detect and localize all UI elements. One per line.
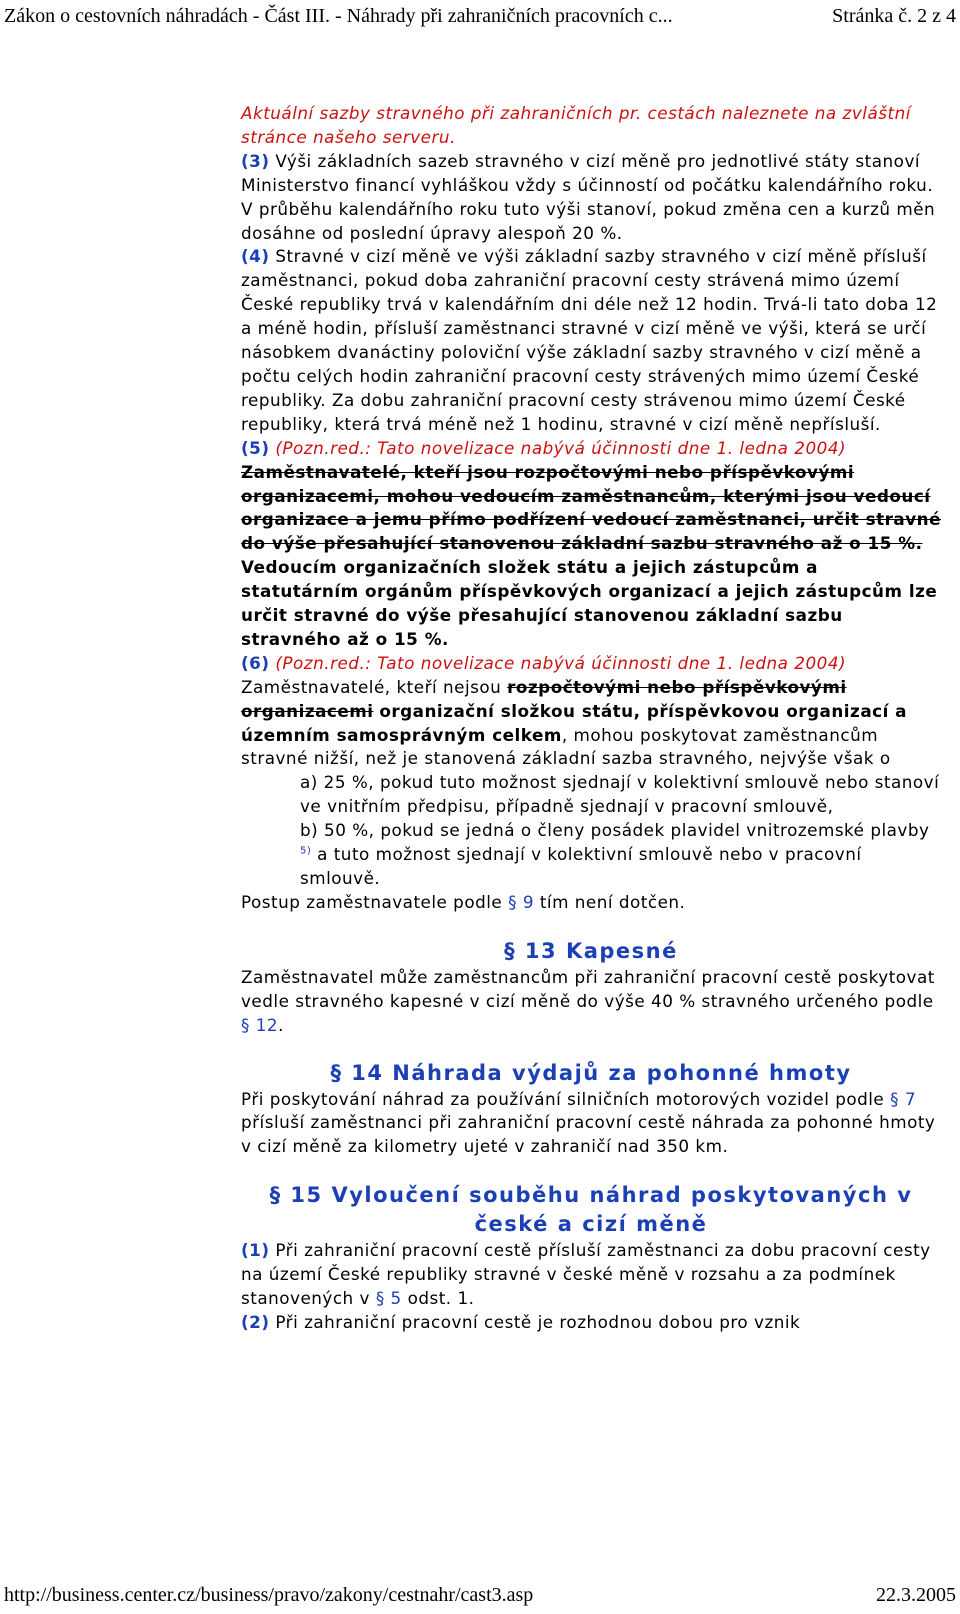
closing-text-end: tím není dotčen. bbox=[539, 891, 686, 912]
print-date: 22.3.2005 bbox=[876, 1584, 956, 1606]
closing-line bbox=[241, 891, 941, 915]
paragraph-number: (5) bbox=[241, 437, 270, 458]
item-b-text-cont: a tuto možnost sjednají v kolektivní smlouvě nebo v pracovní smlouvě. bbox=[300, 844, 862, 888]
section-5-link[interactable]: § 5 bbox=[375, 1288, 402, 1309]
source-url[interactable]: http://business.center.cz/business/pravo/zakony/cestnahr/cast3.asp bbox=[4, 1584, 534, 1606]
page-number: Stránka č. 2 z 4 bbox=[832, 5, 956, 27]
section-14-text bbox=[241, 1088, 941, 1160]
paragraph-text: Výši základních sazeb stravného v cizí měně pro jednotlivé státy stanoví Ministerstvo financí vyhláškou vždy s účinností od počátku kalendářního roku. V průběhu kalendářního roku tuto výši stanoví, pokud změna cen a kurzů měn dosáhne od poslední úpravy alespoň 20 %. bbox=[241, 150, 936, 243]
editor-note: (Pozn.red.: Tato novelizace nabývá účinnosti dne 1. ledna 2004) bbox=[275, 437, 847, 458]
amended-text: organizační složkou státu, příspěvkovou organizací a územním samosprávným celkem bbox=[241, 700, 908, 745]
footnote-ref-link[interactable]: 5) bbox=[300, 845, 312, 857]
section-9-link[interactable]: § 9 bbox=[508, 891, 534, 912]
list-item-a: a) 25 %, pokud tuto možnost sjednají v kolektivní smlouvě nebo stanoví ve vnitřním předpisu, případně sjednají v pracovní smlouvě, bbox=[300, 772, 940, 817]
sec14-text: Při poskytování náhrad za používání silničních motorových vozidel podle bbox=[241, 1088, 885, 1109]
list-item-b bbox=[300, 819, 941, 891]
section-7-link[interactable]: § 7 bbox=[890, 1088, 917, 1109]
section-15-paragraph-2 bbox=[241, 1311, 941, 1335]
editor-note: (Pozn.red.: Tato novelizace nabývá účinnosti dne 1. ledna 2004) bbox=[275, 652, 847, 673]
paragraph-number: (4) bbox=[241, 246, 270, 267]
section-13-text bbox=[241, 966, 941, 1038]
sec13-text-end: . bbox=[278, 1014, 284, 1035]
sec15-p2-text: Při zahraniční pracovní cestě je rozhodnou dobou pro vznik bbox=[275, 1311, 801, 1332]
paragraph-number: (2) bbox=[241, 1311, 270, 1332]
document-title: Zákon o cestovních náhradách - Část III. - Náhrady při zahraničních pracovních c... bbox=[4, 5, 673, 27]
paragraph-3 bbox=[241, 150, 941, 246]
paragraph-number: (6) bbox=[241, 652, 270, 673]
section-12-link[interactable]: § 12 bbox=[241, 1014, 279, 1035]
page-header bbox=[0, 2, 960, 32]
deleted-text: rozpočtovými nebo příspěvkovými organizacemi bbox=[241, 676, 847, 721]
paragraph-6-text bbox=[241, 676, 941, 772]
rates-notice-link[interactable]: Aktuální sazby stravného při zahraničních pr. cestách naleznete na zvláštní stránce našeho serveru. bbox=[241, 103, 911, 147]
page-footer bbox=[0, 1582, 960, 1614]
sec15-p1-text-end: odst. 1. bbox=[407, 1288, 475, 1309]
item-b-text: b) 50 %, pokud se jedná o členy posádek plavidel vnitrozemské plavby bbox=[300, 820, 930, 841]
section-13-heading: § 13 Kapesné bbox=[504, 938, 678, 963]
paragraph-5-header bbox=[241, 437, 941, 461]
closing-text: Postup zaměstnavatele podle bbox=[241, 891, 503, 912]
paragraph-4 bbox=[241, 245, 941, 436]
document-body bbox=[241, 102, 941, 1335]
amended-text: Vedoucím organizačních složek státu a jejich zástupcům a statutárním orgánům příspěvkových organizací a jejich zástupcům lze určit stravné do výše přesahující stanovenou základní sazbu stravného až o 15 %. bbox=[241, 557, 938, 649]
section-15-heading: § 15 Vyloučení souběhu náhrad poskytovaných v české a cizí měně bbox=[269, 1183, 913, 1237]
paragraph-6-header bbox=[241, 652, 941, 676]
paragraph-number: (1) bbox=[241, 1240, 270, 1261]
section-14-heading: § 14 Náhrada výdajů za pohonné hmoty bbox=[330, 1060, 852, 1085]
deleted-text: Zaměstnavatelé, kteří jsou rozpočtovými nebo příspěvkovými organizacemi, mohou vedoucím zaměstnancům, kterými jsou vedoucí organizace a jemu přímo podřízení vedoucí zaměstnanci, určit stravné do výše přesahující stanovenou základní sazbu stravného až o 15 %. bbox=[241, 461, 941, 554]
sec14-text-end: přísluší zaměstnanci při zahraniční pracovní cestě náhrada za pohonné hmoty v cizí měně za kilometry ujeté v zahraničí nad 350 km. bbox=[241, 1112, 936, 1157]
sec13-text: Zaměstnavatel může zaměstnancům při zahraniční pracovní cestě poskytovat vedle stravného kapesné v cizí měně do výše 40 % stravného určeného podle bbox=[241, 966, 935, 1011]
rest-text: , mohou poskytovat zaměstnancům stravné nižší, než je stanovená základní sazba stravného, nejvýše však o bbox=[241, 724, 891, 769]
sec15-p1-text: Při zahraniční pracovní cestě přísluší zaměstnanci za dobu pracovní cesty na území České republiky stravné v české měně v rozsahu a za podmínek stanovených v bbox=[241, 1240, 931, 1309]
paragraph-text: Stravné v cizí měně ve výši základní sazby stravného v cizí měně přísluší zaměstnanci, pokud doba zahraniční pracovní cesty strávená mimo území České republiky trvá v kalendářním dni déle než 12 hodin. Trvá-li tato doba 12 a méně hodin, přísluší zaměstnanci stravné v cizí měně ve výši, která se určí násobkem dvanáctiny poloviční výše základní sazby stravného v cizí měně a počtu celých hodin zahraniční pracovní cesty strávených mimo území České republiky. Za dobu zahraniční pracovní cesty strávenou mimo území České republiky, která trvá méně než 1 hodinu, stravné v cizí měně nepřísluší. bbox=[241, 246, 938, 434]
section-15-paragraph-1 bbox=[241, 1239, 941, 1311]
lead-text: Zaměstnavatelé, kteří nejsou bbox=[241, 676, 502, 697]
paragraph-number: (3) bbox=[241, 150, 270, 171]
